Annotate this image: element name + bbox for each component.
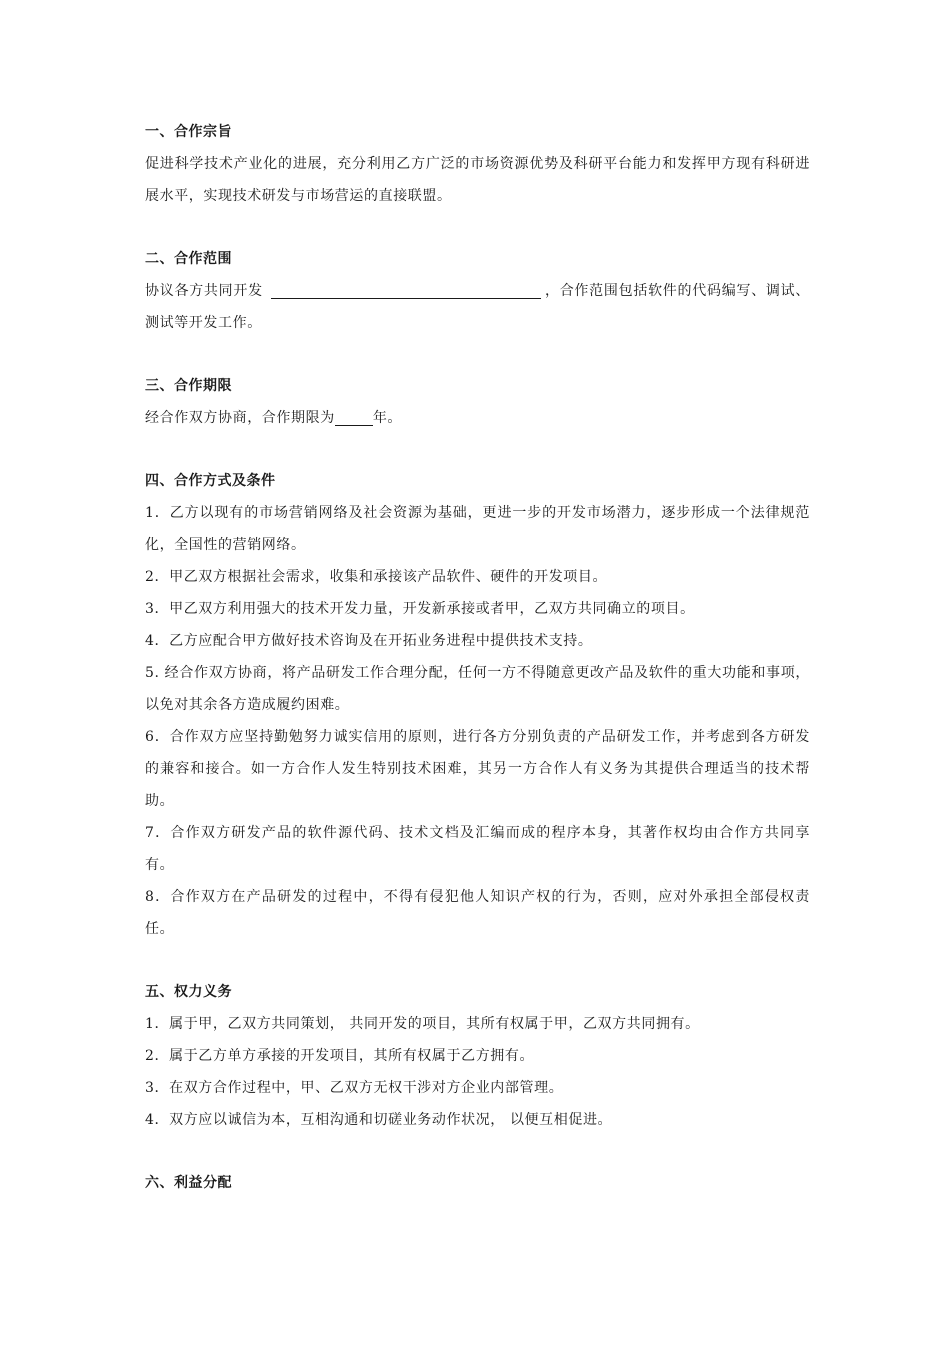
section-rights-obligations [145, 976, 810, 1136]
paragraph [145, 275, 810, 339]
section-heading: 二、合作范围 [145, 251, 232, 267]
section-purpose [145, 116, 810, 212]
list-item: 5. 经合作双方协商，将产品研发工作合理分配，任何一方不得随意更改产品及软件的重大功能和事项，以免对其余各方造成履约困难。 [145, 665, 810, 713]
list-item: 3．甲乙双方利用强大的技术开发力量，开发新承接或者甲，乙双方共同确立的项目。 [145, 601, 695, 617]
list-item: 7．合作双方研发产品的软件源代码、技术文档及汇编而成的程序本身，其著作权均由合作方共同享有。 [145, 825, 810, 873]
scope-text-before: 协议各方共同开发 [145, 283, 263, 299]
list-item: 2．甲乙双方根据社会需求，收集和承接该产品软件、硬件的开发项目。 [145, 569, 608, 585]
section-heading: 四、合作方式及条件 [145, 473, 276, 489]
term-text-after: 年。 [372, 410, 403, 426]
scope-text-after: ，合作范围包括软件的代码编写、调试、测试等开发工作。 [145, 283, 810, 331]
section-scope [145, 243, 810, 339]
term-text-before: 经合作双方协商，合作期限为 [145, 410, 335, 426]
list-item: 1．属于甲，乙双方共同策划， 共同开发的项目，其所有权属于甲，乙双方共同拥有。 [145, 1016, 700, 1032]
section-profit-distribution [145, 1167, 810, 1199]
list-item: 4．双方应以诚信为本，互相沟通和切磋业务动作状况， 以便互相促进。 [145, 1112, 613, 1128]
list-item: 4．乙方应配合甲方做好技术咨询及在开拓业务进程中提供技术支持。 [145, 633, 593, 649]
list-item: 1．乙方以现有的市场营销网络及社会资源为基础，更进一步的开发市场潜力，逐步形成一个法律规范化，全国性的营销网络。 [145, 505, 810, 553]
list-item: 3．在双方合作过程中，甲、乙双方无权干涉对方企业内部管理。 [145, 1080, 564, 1096]
list-item: 8．合作双方在产品研发的过程中，不得有侵犯他人知识产权的行为，否则，应对外承担全部侵权责任。 [145, 889, 810, 937]
section-heading: 三、合作期限 [145, 378, 232, 394]
section-term [145, 370, 810, 434]
list-item: 6．合作双方应坚持勤勉努力诚实信用的原则，进行各方分别负责的产品研发工作，并考虑到各方研发的兼容和接合。如一方合作人发生特别技术困难，其另一方合作人有义务为其提供合理适当的技术帮助。 [145, 729, 810, 809]
paragraph [145, 402, 810, 434]
section-cooperation-method [145, 465, 810, 945]
scope-blank-line [271, 280, 541, 299]
list-item: 2．属于乙方单方承接的开发项目，其所有权属于乙方拥有。 [145, 1048, 535, 1064]
section-heading: 一、合作宗旨 [145, 124, 232, 140]
paragraph: 促进科学技术产业化的进展，充分利用乙方广泛的市场资源优势及科研平台能力和发挥甲方现有科研进展水平，实现技术研发与市场营运的直接联盟。 [145, 156, 810, 204]
section-heading: 五、权力义务 [145, 984, 232, 1000]
term-blank-line [335, 407, 373, 426]
section-heading: 六、利益分配 [145, 1175, 232, 1191]
document-page [145, 116, 810, 1230]
